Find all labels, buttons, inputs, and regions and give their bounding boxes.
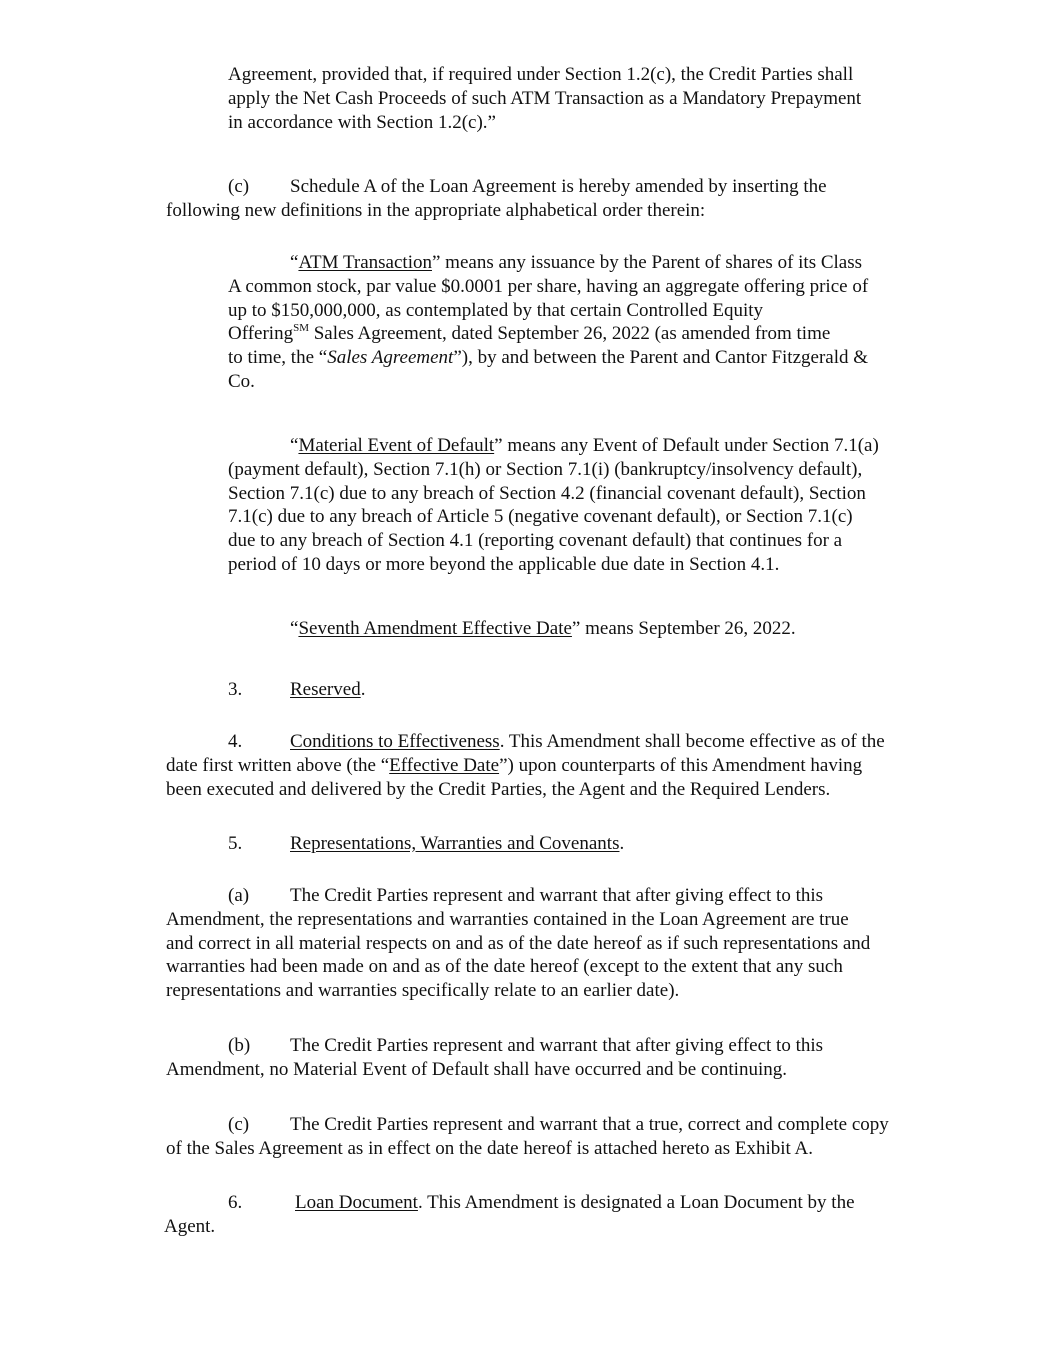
section-6: 6. Loan Document. This Amendment is designated a Loan Document by the Agent. bbox=[164, 1191, 929, 1239]
section-5b bbox=[166, 1034, 929, 1082]
section-line: been executed and delivered by the Credit Parties, the Agent and the Required Lenders. bbox=[166, 778, 831, 800]
schedule-a-paragraph bbox=[166, 175, 929, 223]
section-line: and correct in all material respects on and as of the date hereof as if such representations and bbox=[166, 932, 871, 954]
definition-atm-transaction bbox=[228, 251, 945, 394]
definition-line: period of 10 days or more beyond the applicable due date in Section 4.1. bbox=[228, 553, 780, 575]
definition-line: Offering℠ Sales Agreement, dated September 26, 2022 (as amended from time bbox=[228, 322, 831, 345]
definition-seventh-amendment-effective-date: “Seventh Amendment Effective Date” means September 26, 2022. bbox=[290, 618, 796, 639]
paragraph-text: Schedule A of the Loan Agreement is hereby amended by inserting the bbox=[290, 176, 827, 197]
paragraph-label: (b) bbox=[228, 1035, 251, 1056]
paragraph-label: (a) bbox=[228, 885, 250, 906]
section-title: Conditions to Effectiveness bbox=[290, 731, 500, 752]
definition-line: (payment default), Section 7.1(h) or Section 7.1(i) (bankruptcy/insolvency default), bbox=[228, 458, 863, 480]
section-5a bbox=[166, 884, 929, 1003]
definition-line: up to $150,000,000, as contemplated by that certain Controlled Equity bbox=[228, 299, 764, 321]
section-line: (c) The Credit Parties represent and warrant that a true, correct and complete copy bbox=[228, 1114, 889, 1135]
continuation-line: Agreement, provided that, if required under Section 1.2(c), the Credit Parties shall bbox=[228, 64, 854, 85]
section-number: 6. bbox=[228, 1192, 243, 1213]
definition-material-event-of-default bbox=[228, 434, 929, 577]
paragraph-label: (c) bbox=[228, 1114, 250, 1135]
service-mark: SM bbox=[293, 322, 309, 335]
defined-term: Seventh Amendment Effective Date bbox=[298, 618, 572, 639]
section-number: 3. bbox=[228, 679, 243, 700]
section-line: Agent. bbox=[164, 1215, 216, 1237]
section-5: 5. Representations, Warranties and Covenants. bbox=[228, 833, 625, 854]
definition-line: 7.1(c) due to any breach of Article 5 (negative covenant default), or Section 7.1(c) bbox=[228, 506, 853, 528]
definition-line: “ATM Transaction” means any issuance by the Parent of shares of its Class bbox=[290, 252, 863, 273]
defined-term: Material Event of Default bbox=[298, 435, 495, 456]
section-line: (b) The Credit Parties represent and warrant that after giving effect to this bbox=[228, 1035, 824, 1056]
definition-line: to time, the “Sales Agreement”), by and between the Parent and Cantor Fitzgerald & bbox=[228, 347, 869, 369]
section-title: Representations, Warranties and Covenants bbox=[290, 833, 620, 854]
paragraph-label: (c) bbox=[228, 176, 250, 197]
paragraph-text: following new definitions in the appropriate alphabetical order therein: bbox=[166, 199, 706, 221]
section-line: date first written above (the “Effective Date”) upon counterparts of this Amendment having bbox=[166, 754, 863, 776]
section-3: 3. Reserved. bbox=[228, 679, 366, 700]
definition-line: Co. bbox=[228, 370, 255, 392]
defined-term: ATM Transaction bbox=[298, 252, 432, 273]
section-4: 4. Conditions to Effectiveness. This Amendment shall become effective as of the date first written above (the “Effective Date”) upon counterparts of this Amendment having been executed and delivered by the Credit Parties, the Agent and the Required Lenders. bbox=[166, 730, 929, 801]
section-line: Amendment, no Material Event of Default shall have occurred and be continuing. bbox=[166, 1058, 787, 1080]
section-line: representations and warranties specifically relate to an earlier date). bbox=[166, 980, 680, 1002]
section-line: Amendment, the representations and warranties contained in the Loan Agreement are true bbox=[166, 908, 849, 930]
continuation-line: apply the Net Cash Proceeds of such ATM Transaction as a Mandatory Prepayment bbox=[228, 87, 862, 109]
definition-line: due to any breach of Section 4.1 (reporting covenant default) that continues for a bbox=[228, 530, 843, 552]
section-line: of the Sales Agreement as in effect on the date hereof is attached hereto as Exhibit A. bbox=[166, 1137, 814, 1159]
section-title: Loan Document bbox=[295, 1192, 418, 1213]
continuation-line: in accordance with Section 1.2(c).” bbox=[228, 111, 496, 133]
section-line: warranties had been made on and as of the date hereof (except to the extent that any such bbox=[166, 956, 843, 978]
definition-line: Section 7.1(c) due to any breach of Section 4.2 (financial covenant default), Section bbox=[228, 482, 866, 504]
definition-line: “Material Event of Default” means any Event of Default under Section 7.1(a) bbox=[290, 435, 879, 456]
definition-line: A common stock, par value $0.0001 per share, having an aggregate offering price of bbox=[228, 275, 869, 297]
section-line: (a) The Credit Parties represent and warrant that after giving effect to this bbox=[228, 885, 824, 906]
section-number: 4. bbox=[228, 731, 243, 752]
defined-term: Effective Date bbox=[389, 754, 500, 776]
defined-term-italic: Sales Agreement bbox=[327, 347, 454, 369]
section-number: 5. bbox=[228, 833, 243, 854]
section-title: Reserved bbox=[290, 679, 361, 700]
section-5c bbox=[166, 1113, 929, 1161]
continuation-paragraph bbox=[228, 63, 929, 134]
